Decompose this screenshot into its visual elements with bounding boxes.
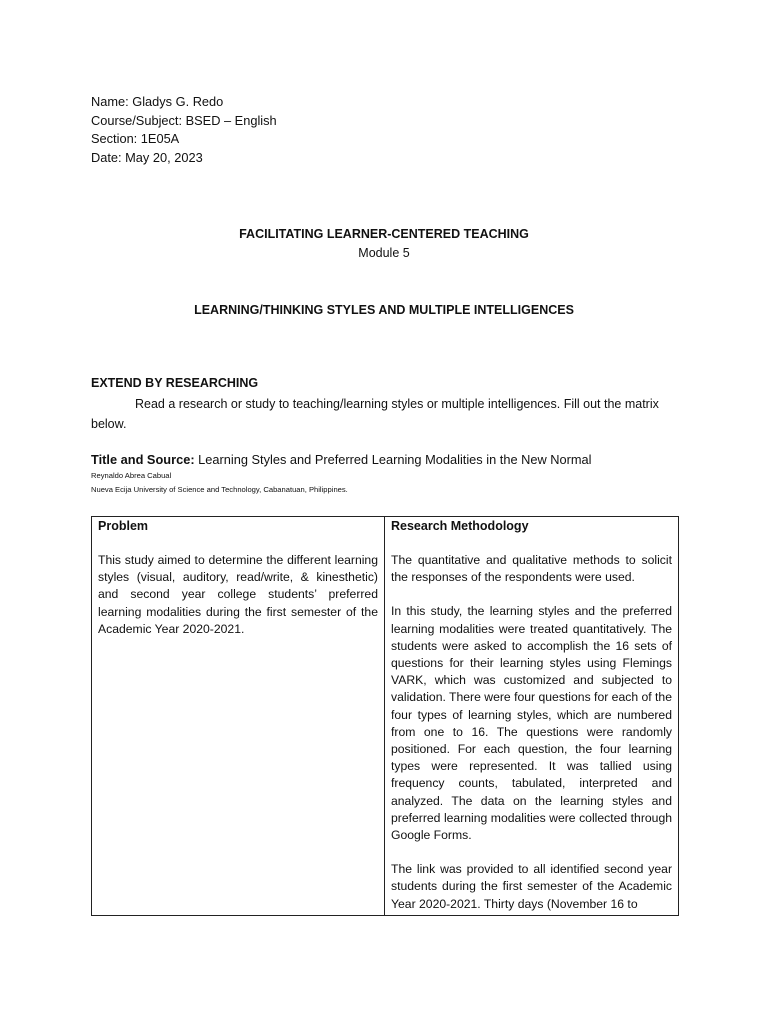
- topic-title: LEARNING/THINKING STYLES AND MULTIPLE INTELLIGENCES: [194, 303, 574, 317]
- methodology-paragraph: The quantitative and qualitative methods to solicit the responses of the respondents were used.: [391, 553, 672, 585]
- study-author: Reynaldo Abrea Cabual: [91, 471, 172, 480]
- problem-text: This study aimed to determine the different learning styles (visual, auditory, read/write, & kinesthetic) and second year college students’ preferred learning modalities during the first semester of the Academic Year 2020-2021.: [98, 553, 378, 636]
- student-name: Name: Gladys G. Redo: [91, 94, 224, 109]
- methodology-paragraph: In this study, the learning styles and the preferred learning modalities were treated quantitatively. The students were asked to accomplish the 16 sets of questions for their learning styles using Flemings VARK, which was customized and subjected to validation. There were four questions for each of the four types of learning styles, which are numbered from one to 16. The questions were randomly positioned. For each question, the four learning types were represented. It was tallied using frequency counts, tabulated, interpreted and analyzed. The data on the learning styles and preferred learning modalities were collected through Google Forms.: [391, 604, 672, 843]
- course-subject: Course/Subject: BSED – English: [91, 112, 277, 128]
- instructions-text: Read a research or study to teaching/learning styles or multiple intelligences. Fill out the matrix below.: [91, 397, 659, 431]
- research-matrix: [91, 516, 679, 916]
- extend-heading: EXTEND BY RESEARCHING: [91, 376, 259, 390]
- problem-column: [92, 517, 385, 915]
- section: Section: 1E05A: [91, 131, 180, 147]
- methodology-column: [385, 517, 678, 915]
- methodology-header: Research Methodology: [391, 519, 529, 533]
- methodology-paragraph: The link was provided to all identified second year students during the first semester of the Academic Year 2020-2021. Thirty days (November 16 to: [391, 862, 672, 911]
- course-title: FACILITATING LEARNER-CENTERED TEACHING: [239, 227, 529, 241]
- student-info: [91, 93, 277, 167]
- module-label: Module 5: [358, 246, 410, 260]
- title-source-label: Title and Source:: [91, 452, 195, 467]
- study-title: Learning Styles and Preferred Learning Modalities in the New Normal: [198, 452, 592, 467]
- title-and-source: [91, 452, 592, 467]
- problem-header: Problem: [98, 519, 149, 533]
- study-affiliation: Nueva Ecija University of Science and Technology, Cabanatuan, Philippines.: [91, 485, 348, 494]
- date: Date: May 20, 2023: [91, 149, 203, 165]
